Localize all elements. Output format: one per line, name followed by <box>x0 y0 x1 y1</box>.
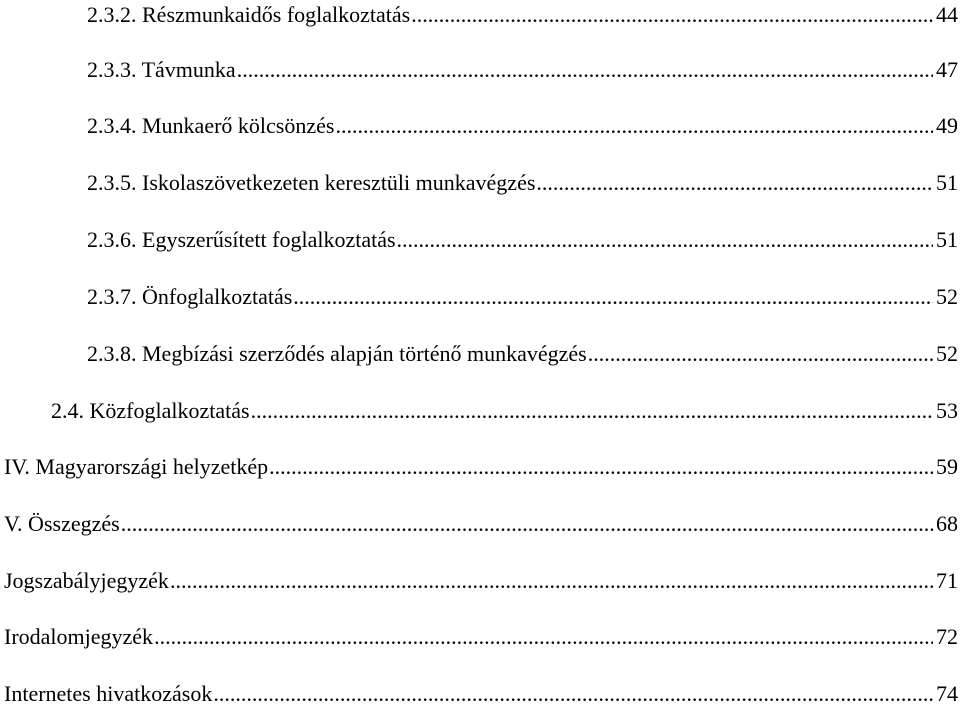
toc-dot-leader <box>293 282 933 312</box>
toc-entry-title: 2.3.4. Munkaerő kölcsönzés <box>87 113 335 138</box>
toc-page-number: 52 <box>936 341 958 366</box>
toc-entry-title: Internetes hivatkozások <box>4 681 213 706</box>
toc-entry[interactable] <box>87 111 960 141</box>
toc-page-number: 72 <box>936 624 958 649</box>
toc-page-number: 74 <box>936 681 958 706</box>
toc-page-number: 51 <box>936 227 958 252</box>
toc-entry[interactable] <box>4 566 960 596</box>
toc-page-number: 59 <box>936 454 958 479</box>
toc-entry[interactable] <box>4 679 960 709</box>
toc-entry[interactable] <box>4 509 960 539</box>
toc-entry-title: Irodalomjegyzék <box>4 624 154 649</box>
toc-dot-leader <box>411 0 933 30</box>
toc-dot-leader <box>335 111 933 141</box>
toc-page-number: 68 <box>936 511 958 536</box>
toc-page-number: 53 <box>936 398 958 423</box>
toc-dot-leader <box>536 168 933 198</box>
toc-entry-title: 2.3.3. Távmunka <box>87 57 236 82</box>
toc-page-number: 51 <box>936 170 958 195</box>
toc-entry-title: V. Összegzés <box>4 511 120 536</box>
toc-dot-leader <box>588 339 933 369</box>
toc-dot-leader <box>251 396 933 426</box>
toc-entry-title: 2.3.6. Egyszerűsített foglalkoztatás <box>87 227 396 252</box>
toc-entry-title: 2.4. Közfoglalkoztatás <box>51 398 250 423</box>
toc-entry[interactable] <box>87 282 960 312</box>
toc-page-number: 71 <box>936 568 958 593</box>
toc-entry-title: Jogszabályjegyzék <box>4 568 169 593</box>
toc-page-number: 52 <box>936 284 958 309</box>
toc-entry-title: IV. Magyarországi helyzetkép <box>4 454 269 479</box>
toc-page-number: 47 <box>936 57 958 82</box>
toc-entry[interactable] <box>87 55 960 85</box>
toc-dot-leader <box>121 509 933 539</box>
toc-entry[interactable] <box>87 168 960 198</box>
toc-dot-leader <box>170 566 933 596</box>
toc-entry[interactable] <box>87 225 960 255</box>
toc-dot-leader <box>213 679 933 709</box>
toc-entry[interactable] <box>4 452 960 482</box>
toc-entry[interactable] <box>87 339 960 369</box>
toc-dot-leader <box>154 622 933 652</box>
toc-dot-leader <box>237 55 933 85</box>
toc-entry[interactable] <box>87 0 960 30</box>
toc-entry[interactable] <box>51 396 960 426</box>
toc-page-number: 44 <box>936 2 958 27</box>
toc-dot-leader <box>397 225 933 255</box>
toc-entry-title: 2.3.5. Iskolaszövetkezeten keresztüli munkavégzés <box>87 170 536 195</box>
toc-dot-leader <box>269 452 933 482</box>
toc-page-number: 49 <box>936 113 958 138</box>
toc-entry-title: 2.3.8. Megbízási szerződés alapján történő munkavégzés <box>87 341 587 366</box>
toc-entry-title: 2.3.7. Önfoglalkoztatás <box>87 284 293 309</box>
toc-entry[interactable] <box>4 622 960 652</box>
toc-entry-title: 2.3.2. Részmunkaidős foglalkoztatás <box>87 2 411 27</box>
